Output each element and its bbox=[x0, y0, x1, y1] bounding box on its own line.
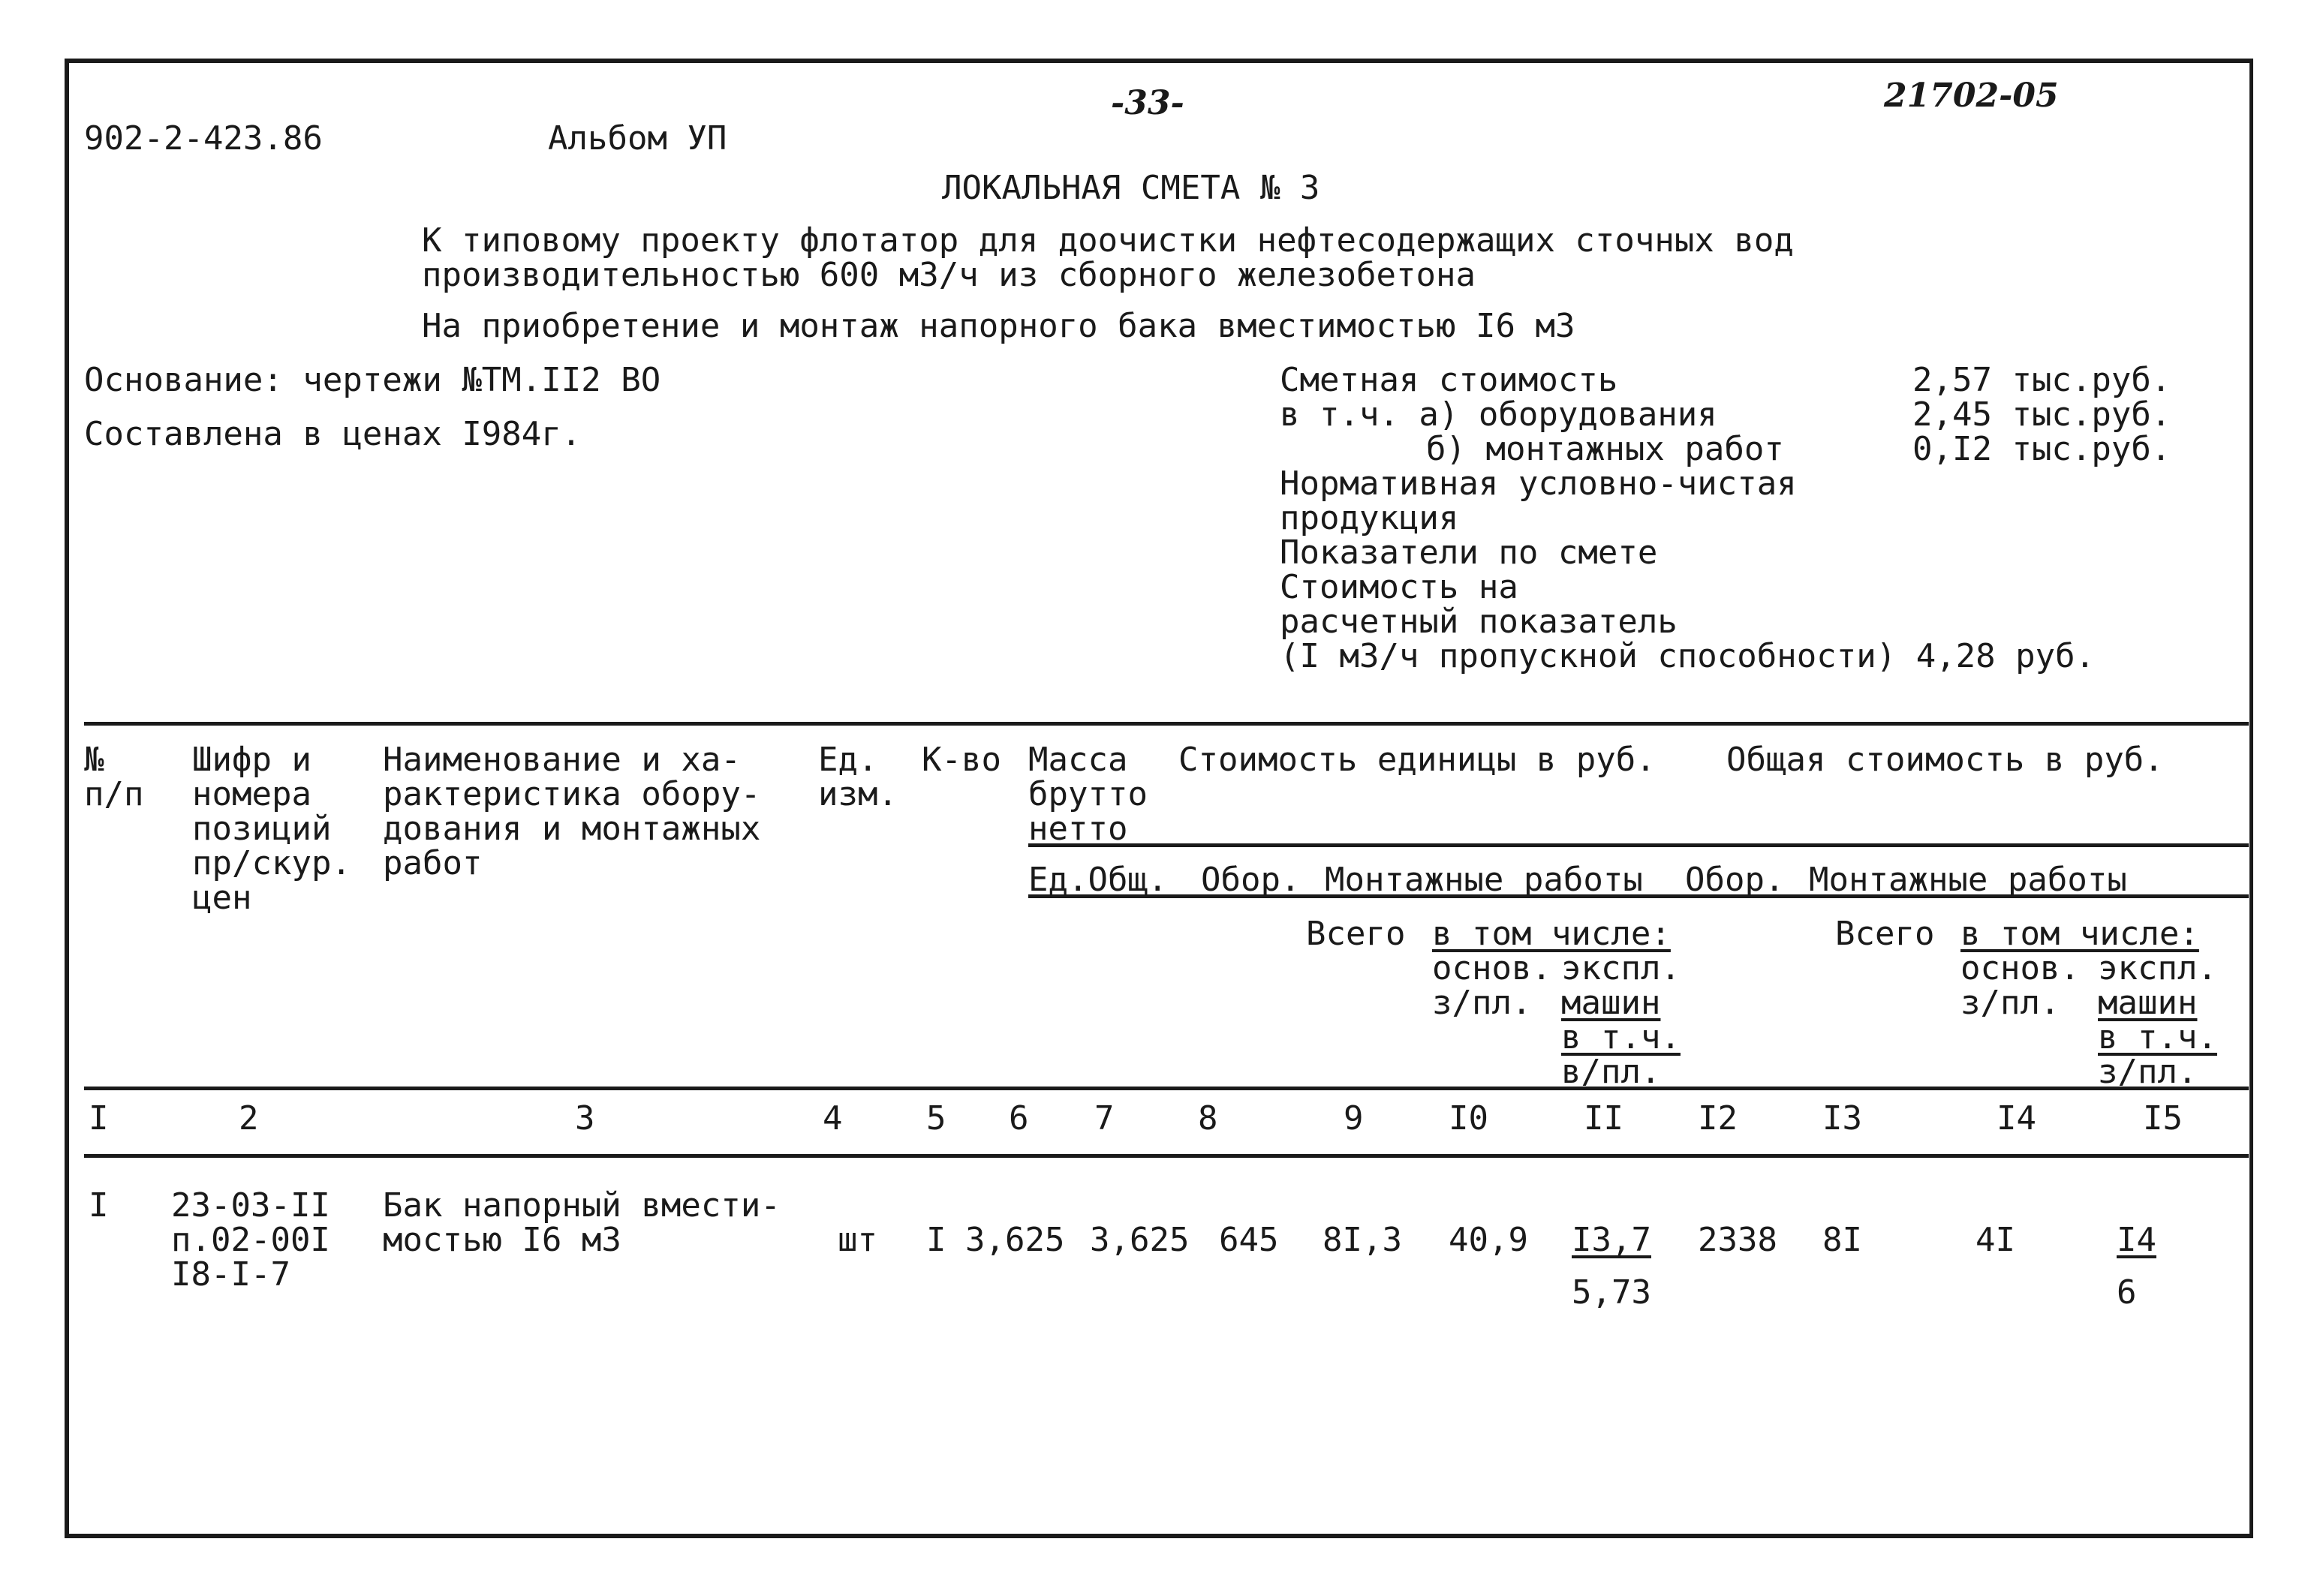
row-machine-total: I4 bbox=[2117, 1221, 2156, 1259]
cost-label: Сметная стоимость bbox=[1280, 361, 1618, 399]
page-number: -33- bbox=[1111, 84, 1184, 122]
column-number: 8 bbox=[1198, 1099, 1218, 1138]
column-number: I4 bbox=[1997, 1099, 2036, 1138]
column-number: 3 bbox=[575, 1099, 595, 1138]
header-quantity: К-во bbox=[922, 741, 1001, 779]
cost-per-line-3: (I м3/ч пропускной способности) 4,28 руб. bbox=[1280, 637, 2096, 675]
cost-per-line-2: расчетный показатель bbox=[1280, 603, 1678, 641]
header-ekspl-total: экспл. bbox=[2098, 949, 2217, 987]
column-number: I2 bbox=[1698, 1099, 1738, 1138]
header-montazh: Монтажные работы bbox=[1325, 861, 1643, 899]
installation-value: 0,I2 тыс.руб. bbox=[1912, 430, 2171, 468]
column-number: I0 bbox=[1449, 1099, 1488, 1138]
row-number: I bbox=[89, 1186, 109, 1225]
row-mass-unit: 3,625 bbox=[965, 1221, 1065, 1259]
column-number: 6 bbox=[1009, 1099, 1029, 1138]
header-mass: Масса брутто bbox=[1028, 741, 1148, 813]
row-unit: шт bbox=[838, 1221, 877, 1259]
row-name: Бак напорный вмести- мостью I6 м3 bbox=[383, 1186, 781, 1259]
column-number: I bbox=[89, 1099, 109, 1138]
subtitle-line-1: К типовому проекту флотатор для доочистки нефтесодержащих сточных вод bbox=[422, 221, 1794, 260]
row-base-wage: 40,9 bbox=[1449, 1221, 1528, 1259]
header-mass-netto: нетто bbox=[1028, 810, 1128, 848]
column-number: 7 bbox=[1094, 1099, 1115, 1138]
header-unit-cost: Стоимость единицы в руб. bbox=[1178, 741, 1656, 779]
header-ekspl: экспл. bbox=[1561, 949, 1681, 987]
row-install-sum: 8I bbox=[1822, 1221, 1862, 1259]
doc-code: 902-2-423.86 bbox=[84, 119, 323, 158]
header-vtch: в т.ч. в/пл. bbox=[1561, 1018, 1681, 1091]
header-unit: Ед. изм. bbox=[818, 741, 898, 813]
header-obor-total: Обор. bbox=[1685, 861, 1785, 899]
header-bottom-rule bbox=[84, 1087, 2249, 1090]
header-vtom-total: в том числе: bbox=[1960, 915, 2199, 953]
header-obor: Обор. bbox=[1201, 861, 1301, 899]
row-machine-wage: 5,73 bbox=[1572, 1273, 1651, 1312]
header-code: Шифр и номера позиций пр/скур. цен bbox=[192, 741, 351, 917]
header-osnov: основ. з/пл. bbox=[1432, 949, 1551, 1022]
archive-number: 21702-05 bbox=[1884, 77, 2059, 115]
purpose-line: На приобретение и монтаж напорного бака вместимостью I6 м3 bbox=[422, 307, 1575, 345]
column-number: 9 bbox=[1344, 1099, 1364, 1138]
row-equipment-cost: 645 bbox=[1219, 1221, 1279, 1259]
indicators-line: Показатели по смете bbox=[1280, 534, 1658, 572]
prices-line: Составлена в ценах I984г. bbox=[84, 415, 582, 453]
row-install-total: 8I,3 bbox=[1323, 1221, 1402, 1259]
header-vtch-total: в т.ч. з/пл. bbox=[2098, 1018, 2217, 1091]
row-machine-wage-total: 6 bbox=[2117, 1273, 2137, 1312]
header-osnov-total: основ. з/пл. bbox=[1960, 949, 2080, 1022]
table-top-rule bbox=[84, 722, 2249, 726]
equipment-value: 2,45 тыс.руб. bbox=[1912, 395, 2171, 434]
column-number: 4 bbox=[823, 1099, 843, 1138]
installation-label: б) монтажных работ bbox=[1426, 430, 1784, 468]
equipment-label: в т.ч. а) оборудования bbox=[1280, 395, 1717, 434]
album-label: Альбом УП bbox=[548, 119, 727, 158]
subtitle-line-2: производительностью 600 м3/ч из сборного железобетона bbox=[422, 256, 1476, 294]
header-row-number: № п/п bbox=[84, 741, 144, 813]
normative-line-2: продукция bbox=[1280, 499, 1459, 537]
column-numbers-rule bbox=[84, 1154, 2249, 1158]
header-name: Наименование и ха- рактеристика обору- дования и монтажных работ bbox=[383, 741, 761, 882]
header-montazh-total: Монтажные работы bbox=[1809, 861, 2127, 899]
row-machine-cost: I3,7 bbox=[1572, 1221, 1651, 1259]
cost-value: 2,57 тыс.руб. bbox=[1912, 361, 2171, 399]
mass-cost-rule bbox=[1028, 843, 2249, 847]
header-ed-obsh: Ед.Общ. bbox=[1028, 861, 1168, 899]
normative-line-1: Нормативная условно-чистая bbox=[1280, 464, 1797, 503]
column-number: 5 bbox=[926, 1099, 946, 1138]
cost-per-line-1: Стоимость на bbox=[1280, 568, 1518, 606]
header-mashin-total: машин bbox=[2098, 984, 2198, 1022]
row-equipment-total: 2338 bbox=[1698, 1221, 1777, 1259]
row-base-wage-total: 4I bbox=[1975, 1221, 2015, 1259]
row-quantity: I bbox=[926, 1221, 946, 1259]
estimate-title: ЛОКАЛЬНАЯ СМЕТА № 3 bbox=[942, 169, 1320, 207]
column-number: I5 bbox=[2143, 1099, 2183, 1138]
header-vtom: в том числе: bbox=[1432, 915, 1671, 953]
header-vsego: Всего bbox=[1306, 915, 1406, 953]
column-number: II bbox=[1584, 1099, 1623, 1138]
column-number: I3 bbox=[1822, 1099, 1862, 1138]
header-mashin: машин bbox=[1561, 984, 1661, 1022]
header-total-cost: Общая стоимость в руб. bbox=[1726, 741, 2164, 779]
column-number: 2 bbox=[239, 1099, 259, 1138]
header-vsego-total: Всего bbox=[1835, 915, 1935, 953]
basis-line: Основание: чертежи №ТМ.II2 ВО bbox=[84, 361, 661, 399]
row-mass-total: 3,625 bbox=[1090, 1221, 1190, 1259]
row-code: 23-03-II п.02-00I I8-I-7 bbox=[171, 1186, 330, 1294]
